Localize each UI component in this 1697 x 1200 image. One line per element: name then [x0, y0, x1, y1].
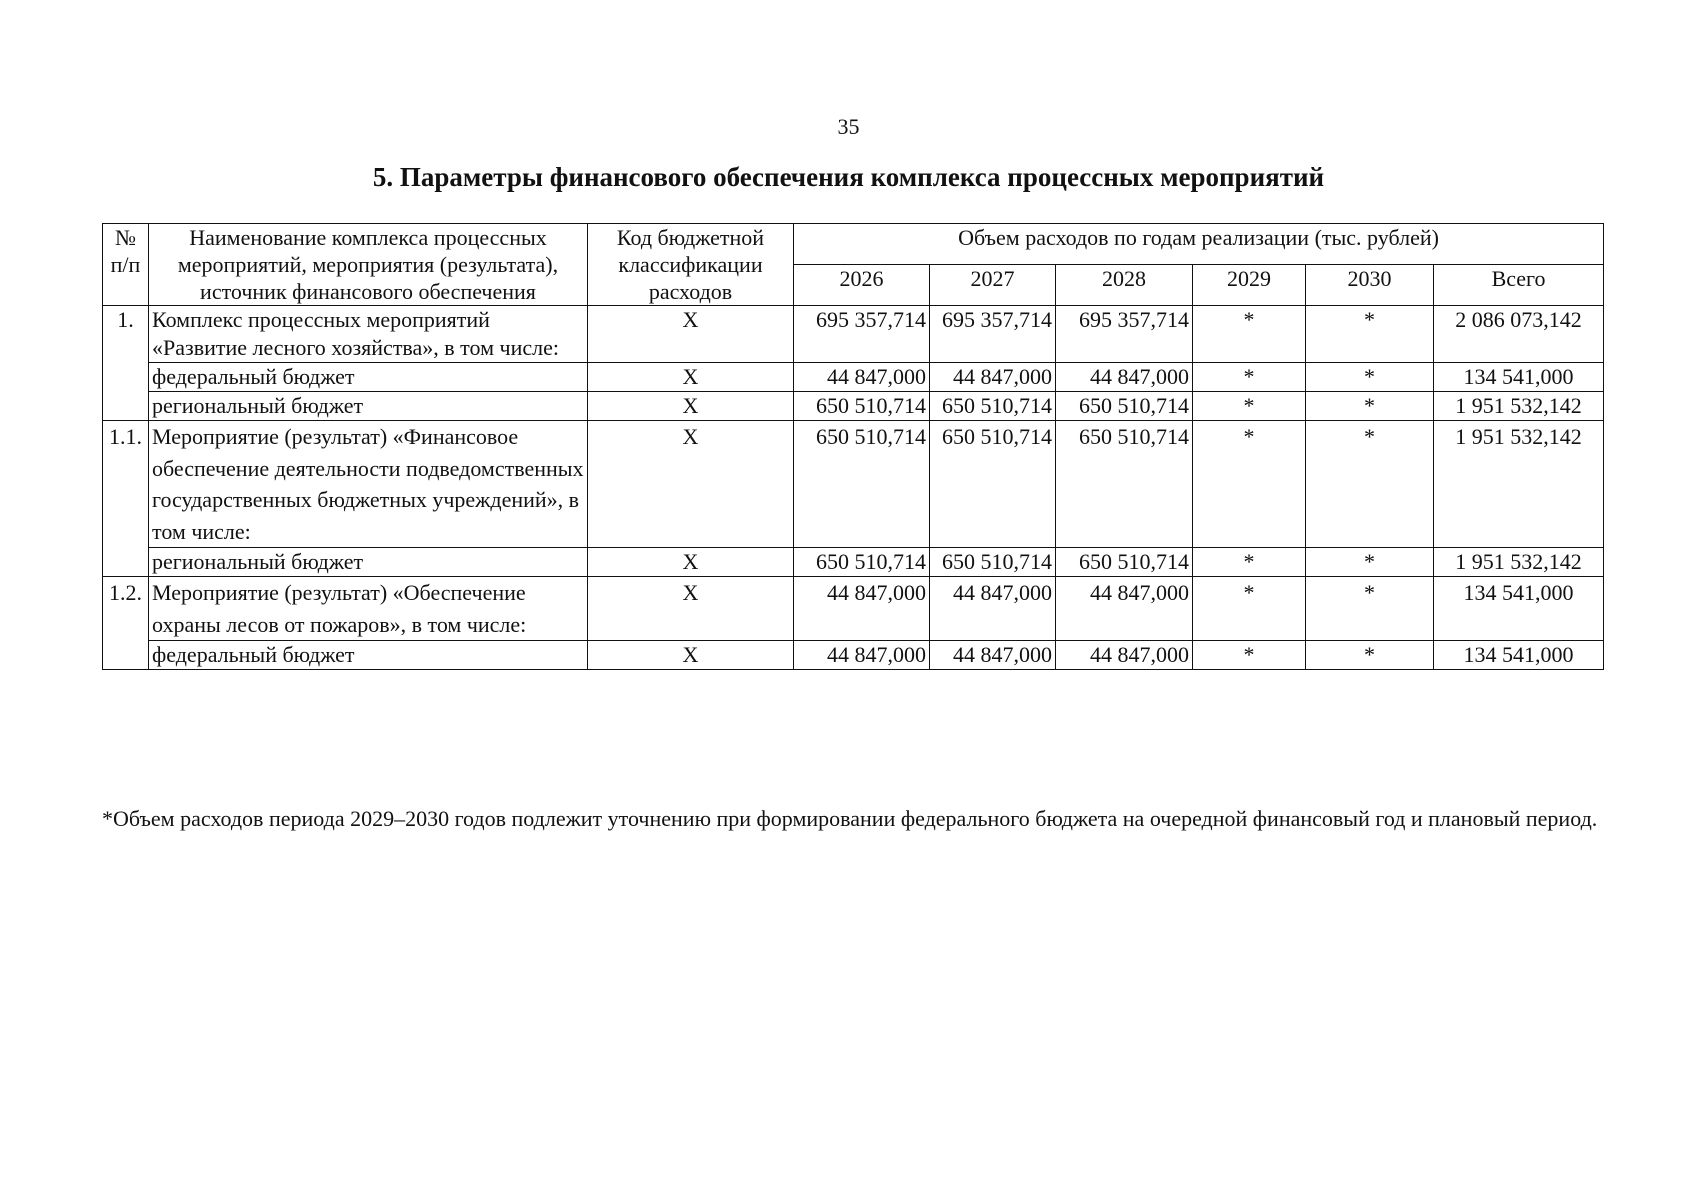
value-2027: 695 357,714 — [930, 306, 1056, 363]
financing-table — [102, 223, 1604, 670]
value-2026: 695 357,714 — [794, 306, 930, 363]
row-name: федеральный бюджет — [149, 641, 588, 670]
table-row — [103, 392, 1604, 421]
row-code: Х — [588, 421, 794, 548]
value-2029: * — [1193, 363, 1306, 392]
value-total: 134 541,000 — [1434, 641, 1604, 670]
table-row — [103, 577, 1604, 641]
value-total: 1 951 532,142 — [1434, 421, 1604, 548]
row-name: федеральный бюджет — [149, 363, 588, 392]
table-row — [103, 363, 1604, 392]
value-2029: * — [1193, 577, 1306, 641]
section-title: 5. Параметры финансового обеспечения комплекса процессных мероприятий — [372, 162, 1325, 192]
header-name: Наименование комплекса процессных мероприятий, мероприятия (результата), источник финансового обеспечения — [149, 224, 588, 306]
row-number: 1.1. — [103, 421, 149, 577]
value-2030: * — [1306, 641, 1434, 670]
table-row — [103, 306, 1604, 363]
value-2026: 44 847,000 — [794, 363, 930, 392]
header-year-2029: 2029 — [1193, 265, 1306, 306]
value-2028: 44 847,000 — [1056, 363, 1193, 392]
table-row — [103, 548, 1604, 577]
value-2029: * — [1193, 421, 1306, 548]
row-number: 1. — [103, 306, 149, 421]
row-code: Х — [588, 392, 794, 421]
row-code: Х — [588, 306, 794, 363]
value-2028: 650 510,714 — [1056, 421, 1193, 548]
table-row — [103, 641, 1604, 670]
value-2028: 44 847,000 — [1056, 641, 1193, 670]
value-2026: 44 847,000 — [794, 641, 930, 670]
value-total: 2 086 073,142 — [1434, 306, 1604, 363]
header-num: № п/п — [103, 224, 149, 306]
value-total: 1 951 532,142 — [1434, 548, 1604, 577]
value-2027: 44 847,000 — [930, 363, 1056, 392]
value-2029: * — [1193, 306, 1306, 363]
value-2026: 650 510,714 — [794, 548, 930, 577]
value-total: 134 541,000 — [1434, 363, 1604, 392]
value-2029: * — [1193, 548, 1306, 577]
value-total: 1 951 532,142 — [1434, 392, 1604, 421]
value-2027: 650 510,714 — [930, 421, 1056, 548]
row-code: Х — [588, 363, 794, 392]
value-2026: 650 510,714 — [794, 392, 930, 421]
value-2029: * — [1193, 641, 1306, 670]
header-year-2030: 2030 — [1306, 265, 1434, 306]
header-row-1 — [103, 224, 1604, 265]
value-2030: * — [1306, 421, 1434, 548]
footnote: *Объем расходов периода 2029–2030 годов подлежит уточнению при формировании федерального бюджета на очередной финансовый год и плановый период. — [102, 806, 1598, 831]
value-2026: 44 847,000 — [794, 577, 930, 641]
row-name: региональный бюджет — [149, 548, 588, 577]
value-2030: * — [1306, 392, 1434, 421]
header-year-2026: 2026 — [794, 265, 930, 306]
row-number: 1.2. — [103, 577, 149, 670]
value-2027: 650 510,714 — [930, 548, 1056, 577]
table-row — [103, 421, 1604, 548]
header-code: Код бюджетной классификации расходов — [588, 224, 794, 306]
value-2029: * — [1193, 392, 1306, 421]
value-2030: * — [1306, 577, 1434, 641]
value-2028: 44 847,000 — [1056, 577, 1193, 641]
value-2027: 44 847,000 — [930, 641, 1056, 670]
header-total: Всего — [1434, 265, 1604, 306]
header-year-2028: 2028 — [1056, 265, 1193, 306]
value-2028: 695 357,714 — [1056, 306, 1193, 363]
row-name: Комплекс процессных мероприятий «Развитие лесного хозяйства», в том числе: — [149, 306, 588, 363]
row-code: Х — [588, 641, 794, 670]
header-year-2027: 2027 — [930, 265, 1056, 306]
row-name: Мероприятие (результат) «Финансовое обеспечение деятельности подведомственных государственных бюджетных учреждений», в том числе: — [149, 421, 588, 548]
value-2028: 650 510,714 — [1056, 392, 1193, 421]
value-2030: * — [1306, 548, 1434, 577]
page-number: 35 — [837, 114, 860, 139]
value-2030: * — [1306, 306, 1434, 363]
value-2026: 650 510,714 — [794, 421, 930, 548]
value-2027: 650 510,714 — [930, 392, 1056, 421]
row-name: Мероприятие (результат) «Обеспечение охраны лесов от пожаров», в том числе: — [149, 577, 588, 641]
row-name: региональный бюджет — [149, 392, 588, 421]
value-2027: 44 847,000 — [930, 577, 1056, 641]
header-volume: Объем расходов по годам реализации (тыс. рублей) — [794, 224, 1604, 265]
value-2028: 650 510,714 — [1056, 548, 1193, 577]
row-code: Х — [588, 577, 794, 641]
row-code: Х — [588, 548, 794, 577]
value-2030: * — [1306, 363, 1434, 392]
value-total: 134 541,000 — [1434, 577, 1604, 641]
